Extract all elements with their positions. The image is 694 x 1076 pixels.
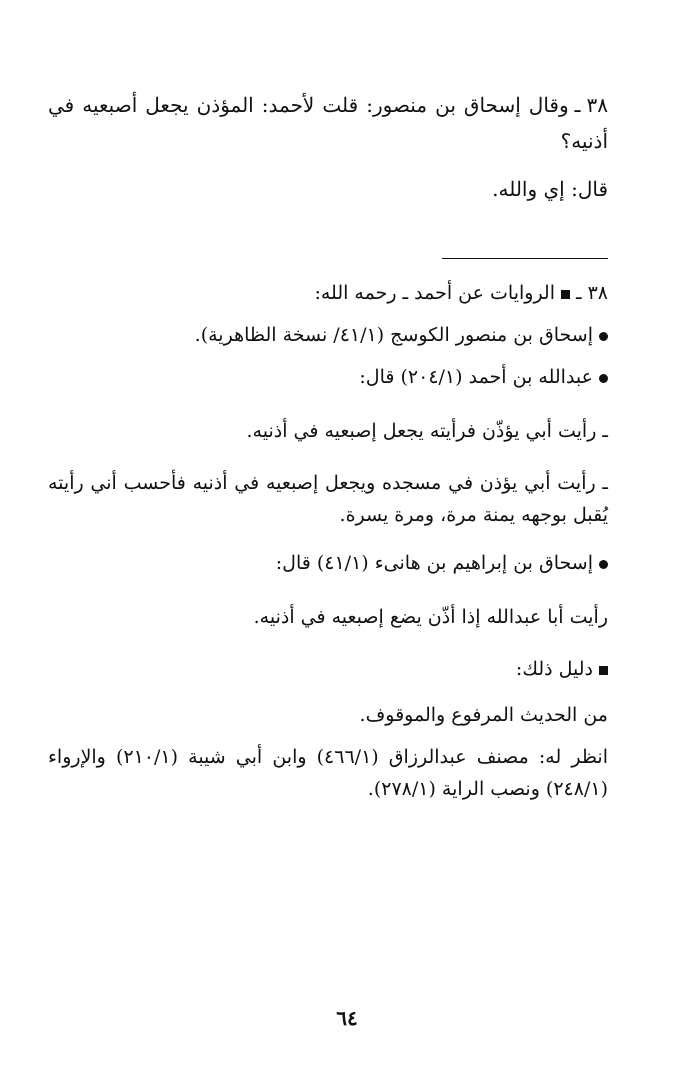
quote-2-line-2: يُقبل بوجهه يمنة مرة، ومرة يسرة. xyxy=(339,504,608,526)
notes-header xyxy=(48,280,608,306)
main-text-line-3: قال: إي والله. xyxy=(492,177,608,201)
source-item-3-text: إسحاق بن إبراهيم بن هانىء (٤١/١) قال: xyxy=(275,552,593,574)
circle-bullet-icon xyxy=(599,374,608,383)
notes-header-text: الروايات عن أحمد ـ رحمه الله: xyxy=(314,282,555,304)
evidence-text: من الحديث المرفوع والموقوف. xyxy=(359,704,608,726)
evidence-header-text: دليل ذلك: xyxy=(515,658,593,680)
square-bullet-icon xyxy=(561,290,570,299)
circle-bullet-icon xyxy=(599,560,608,569)
square-bullet-icon xyxy=(599,666,608,675)
main-text-line-1 xyxy=(48,92,608,118)
see-also-line-2: (٢٤٨/١) ونصب الراية (٢٧٨/١). xyxy=(367,778,608,800)
dash-separator: ـ xyxy=(574,93,581,117)
dash-separator: ـ xyxy=(576,282,582,304)
issue-number: ٣٨ xyxy=(586,93,608,117)
main-text-1: وقال إسحاق بن منصور: قلت لأحمد: المؤذن يجعل أصبعيه في xyxy=(48,93,569,117)
quote-3: رأيت أبا عبدالله إذا أذّن يضع إصبعيه في أذنيه. xyxy=(253,606,608,628)
footnote-divider xyxy=(442,258,608,259)
page-number: ٦٤ xyxy=(336,1006,358,1030)
source-item-2-text: عبدالله بن أحمد (٢٠٤/١) قال: xyxy=(359,366,593,388)
circle-bullet-icon xyxy=(599,332,608,341)
source-item-1-text: إسحاق بن منصور الكوسج (٤١/١/ نسخة الظاهرية). xyxy=(194,324,593,346)
see-also-line-1: انظر له: مصنف عبدالرزاق (٤٦٦/١) وابن أبي شيبة (٢١٠/١) والإرواء xyxy=(48,746,608,768)
main-text-line-2: أذنيه؟ xyxy=(560,129,608,153)
evidence-header xyxy=(48,656,608,682)
source-item-3 xyxy=(48,550,608,576)
source-item-2 xyxy=(48,364,608,390)
quote-2-line-1: ـ رأيت أبي يؤذن في مسجده ويجعل إصبعيه في أذنيه فأحسب أني رأيته xyxy=(48,472,608,494)
source-item-1 xyxy=(48,322,608,348)
notes-number: ٣٨ xyxy=(587,282,608,304)
quote-1: ـ رأيت أبي يؤذّن فرأيته يجعل إصبعيه في أذنيه. xyxy=(246,420,608,442)
